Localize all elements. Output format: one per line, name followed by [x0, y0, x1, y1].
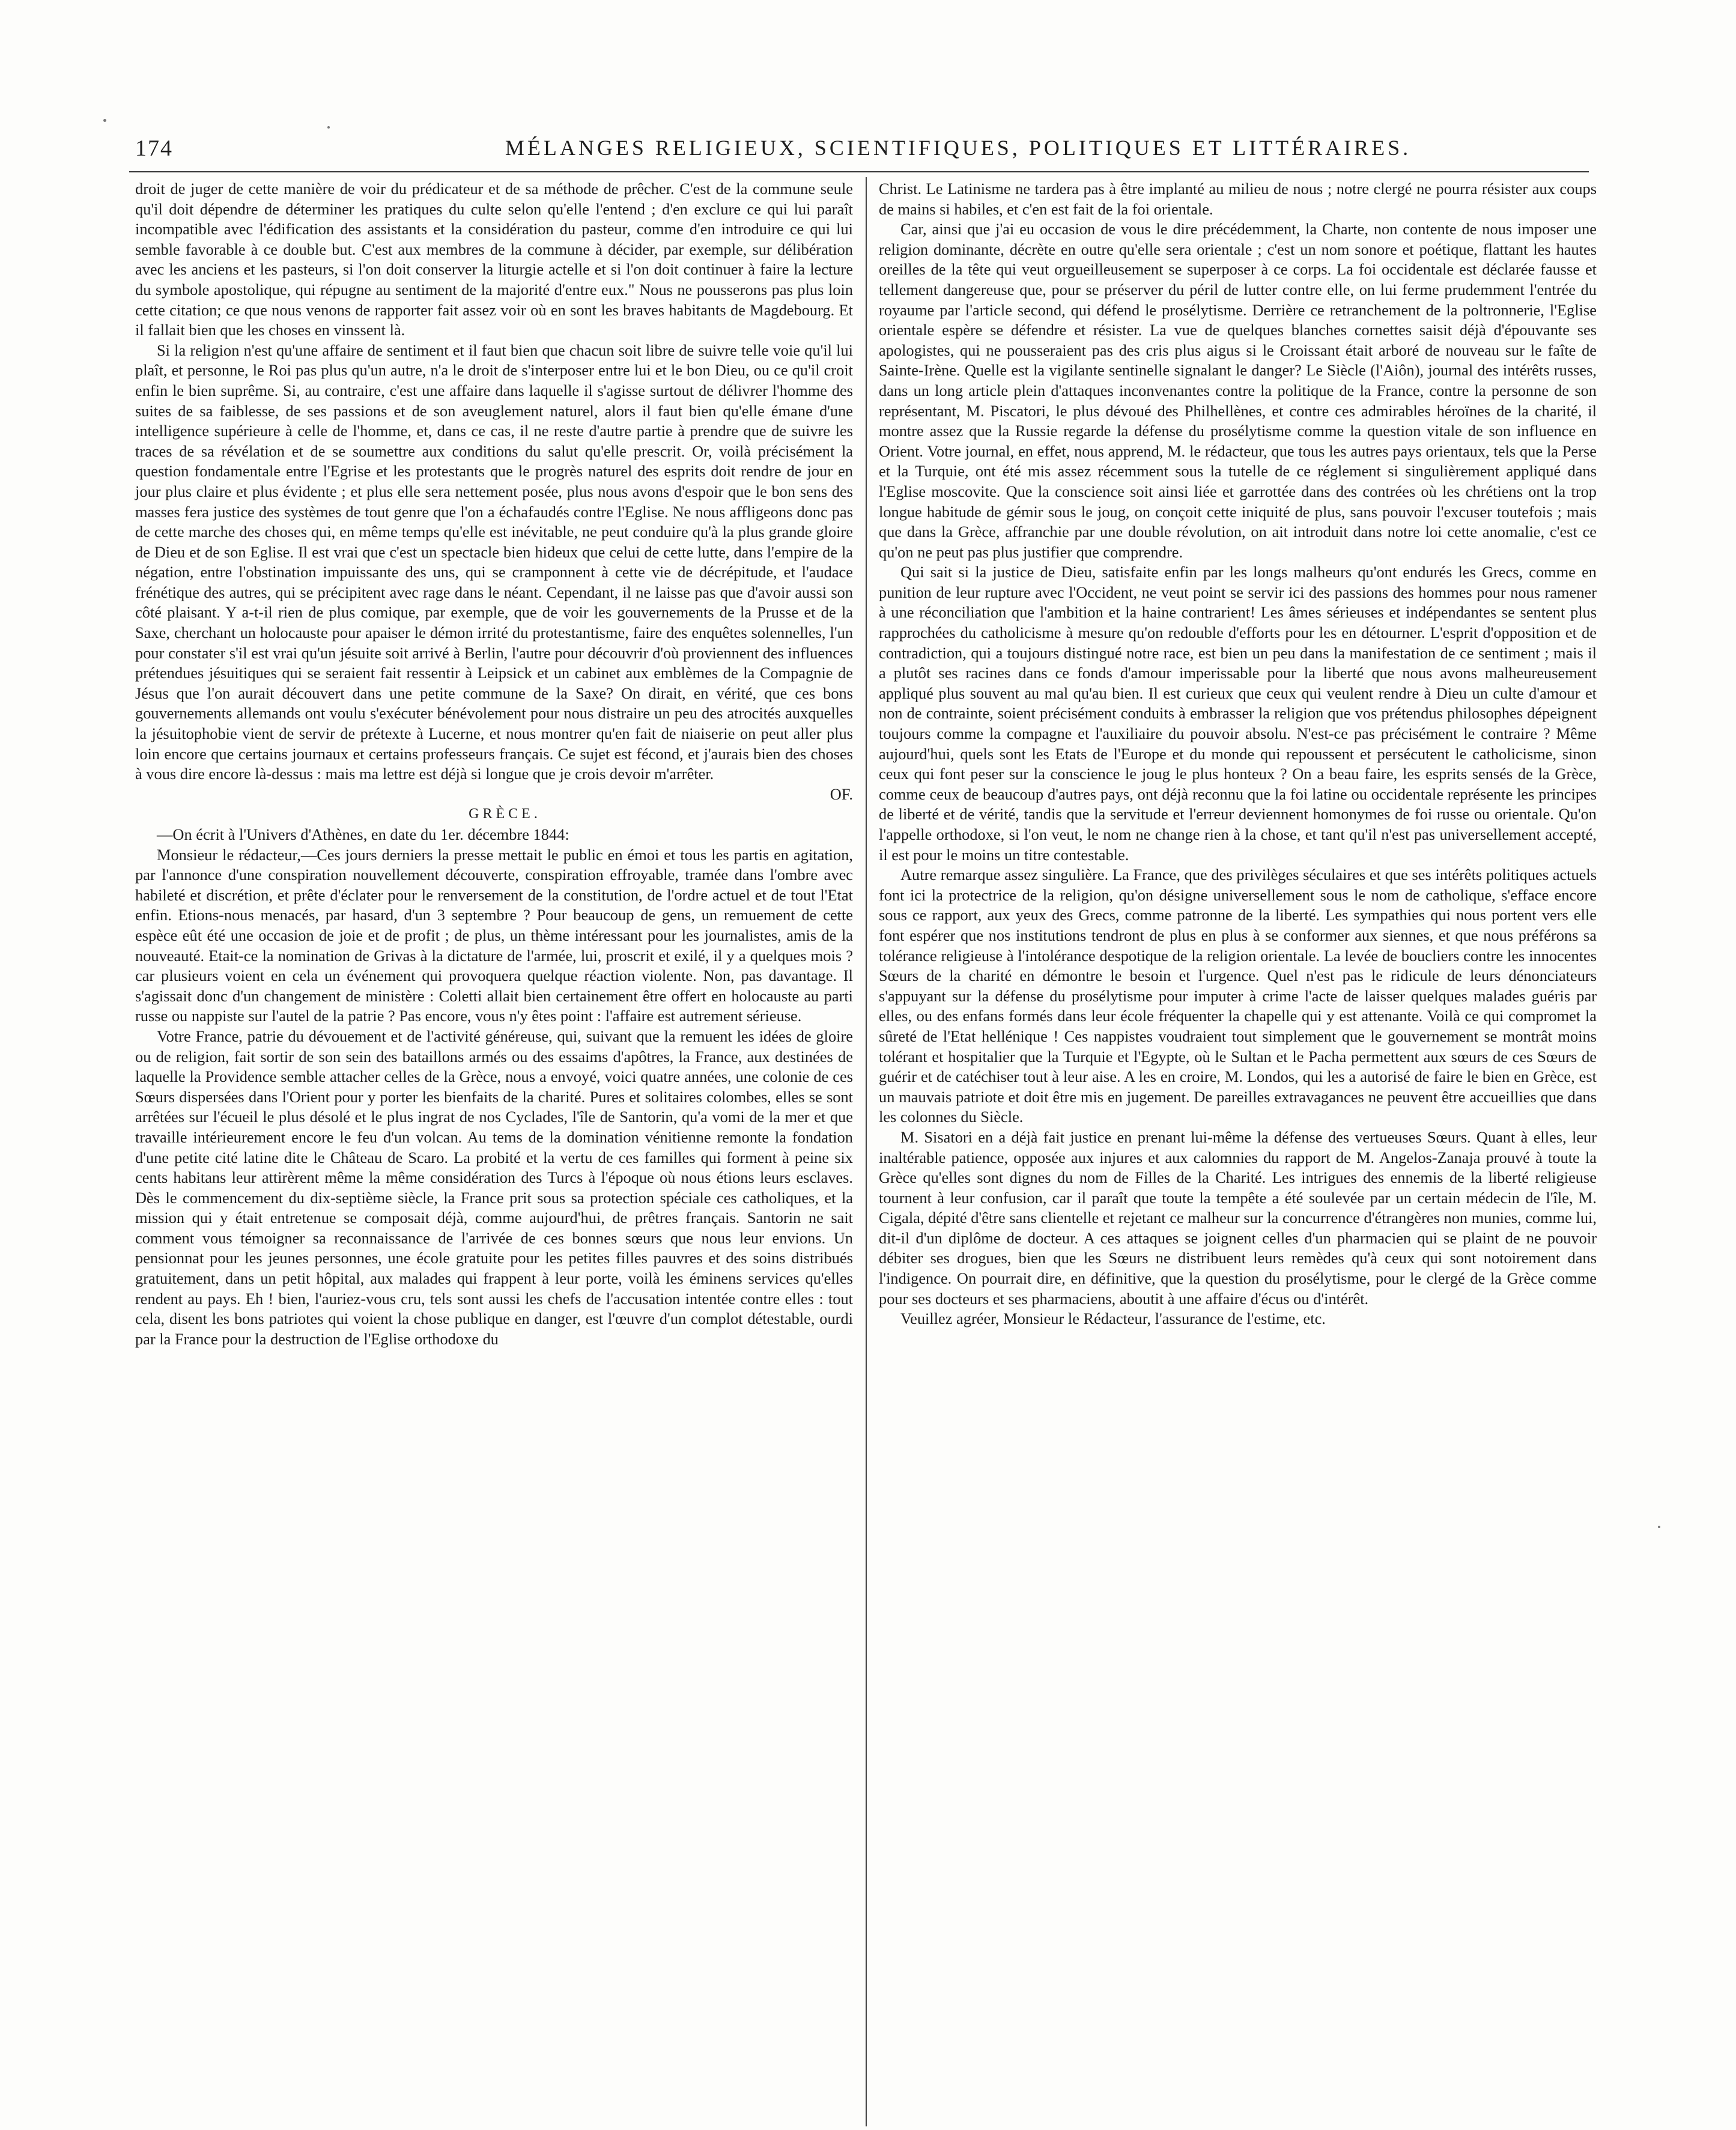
right-paragraph-1: Christ. Le Latinisme ne tardera pas à être implanté au milieu de nous ; notre clergé ne pourra résister aux coups de mains si habiles, et c'en est fait de la foi orientale. — [879, 180, 1597, 218]
right-paragraph-4: Autre remarque assez singulière. La France, que des privilèges séculaires et que ses intérêts politiques actuels font ici la protectrice de la religion, qu'on désigne universellement sous le nom de catholique, s'efface encore sous ce rapport, aux yeux des Grecs, comme patronne de la liberté. Les sympathies qui nous portent vers elle font espérer que nos institutions tendront de plus en plus à se conformer aux siennes, et que nous préférons sa tolérance religieuse à l'intolérance despotique de la religion orientale. La levée de boucliers contre les innocentes Sœurs de la charité en démontre le besoin et l'urgence. Quel n'est pas le ridicule de leurs dénonciateurs s'appuyant sur la défense du prosélytisme pour imputer à crime l'acte de laisser quelques malades guéris par elles, ou des enfans formés dans leur école fréquenter la chapelle qui y est attenante. Voilà ce qui compromet la sûreté de l'Etat hellénique ! Ces nappistes voudraient tout simplement que le gouvernement se montrât moins tolérant et hospitalier que la Turquie et l'Egypte, où le Sultan et le Pacha permettent aux sœurs de ces Sœurs de guérir et de catéchiser tout à leur aise. A les en croire, M. Londos, qui les a autorisé de faire le bien en Grèce, est un mauvais patriote et doit être mis en jugement. De pareilles extravagances ne peuvent être accueillies que dans les colonnes du Siècle. — [879, 866, 1597, 1126]
right-paragraph-3: Qui sait si la justice de Dieu, satisfaite enfin par les longs malheurs qu'ont endurés les Grecs, comme en punition de leur rupture avec l'Occident, ne veut point se servir ici des passions des hommes pour nous ramener à une réconciliation que l'ambition et la haine contrarient! Les âmes sérieuses et indépendantes se sentent plus rapprochées du catholicisme à mesure qu'on redouble d'efforts pour les en détourner. L'esprit d'opposition et de contradiction, qui a toujours distingué notre race, est bien un peu dans la manifestation de ce sentiment ; mais il a plutôt ses racines dans ce fonds d'amour imperissable pour la liberté que nous avons malheureusement appliqué plus souvent au mal qu'au bien. Il est curieux que ceux qui veulent rendre à Dieu un culte d'amour et non de contrainte, soient précisément conduits à embrasser la religion que vos prétendus philosophes dépeignent toujours comme la compagne et l'auxiliaire du pouvoir absolu. N'est-ce pas précisément le contraire ? Même aujourd'hui, quels sont les Etats de l'Europe et du monde qui repoussent et persécutent le catholicisme, sinon ceux qui font peser sur la conscience le joug le plus honteux ? On a beau faire, les esprits sensés de la Grèce, comme ceux de beaucoup d'autres pays, ont déjà reconnu que la foi latine ou occidentale représente les principes de liberté et de vérité, tandis que la servitude et l'erreur deviennent homonymes de foi russe ou orientale. Qu'on l'appelle orthodoxe, si l'on veut, le nom ne change rien à la chose, et tant qu'il n'est pas universellement accepté, il est pour le moins un titre contestable. — [879, 563, 1597, 864]
left-paragraph-2: Si la religion n'est qu'une affaire de sentiment et il faut bien que chacun soit libre de suivre telle voie qu'il lui plaît, et personne, le Roi pas plus qu'un autre, n'a le droit de s'interposer entre lui et le bon Dieu, ou ce qu'il croit enfin le bien suprême. Si, au contraire, c'est une affaire dans laquelle il s'agisse surtout de délivrer l'homme des suites de sa faiblesse, de ses passions et de son aveuglement naturel, alors il faut bien qu'elle émane d'une intelligence supérieure à celle de l'homme, et, dans ce cas, il ne reste d'autre partie à prendre que de suivre les traces de sa révélation et de se soumettre aux conditions du salut qu'elle prescrit. Or, voilà précisément la question fondamentale entre l'Egrise et les protestants que le progrès naturel des esprits doit rendre de jour en jour plus claire et plus évidente ; et plus elle sera nettement posée, plus nous avons d'espoir que le bon sens des masses fera justice des systèmes de tout genre que l'on a échafaudés contre l'Eglise. Ne nous affligeons donc pas de cette marche des choses qui, en même temps qu'elle est inévitable, ne peut conduire qu'à la plus grande gloire de Dieu et de son Eglise. Il est vrai que c'est un spectacle bien hideux que celui de cette lutte, dans l'empire de la négation, entre l'obstination impuissante des uns, qui se cramponnent à cette vie de décrépitude, et l'audace frénétique des autres, qui se précipitent avec rage dans le néant. Cependant, il ne laisse pas que d'avoir aussi son côté plaisant. Y a-t-il rien de plus comique, par exemple, que de voir les gouvernements de la Prusse et de la Saxe, cherchant un holocauste pour apaiser le démon irrité du protestantisme, faire des enquêtes solennelles, l'un pour constater s'il est vrai qu'un jésuite soit arrivé à Berlin, l'autre pour découvrir d'où proviennent des influences prétendues jésuitiques qui se seraient fait ressentir à Leipsick et un cabinet aux emblèmes de la Compagnie de Jésus que l'on aurait découvert dans une petite commune de la Saxe? On dirait, en vérité, que ces bons gouvernements allemands ont voulu s'exécuter bénévolement pour nous distraire un peu des atrocités auxquelles la jésuitophobie vient de servir de prétexte à Lucerne, et nous montrer qu'en fait de niaiserie on peut aller plus loin encore que certains journaux et certains professeurs français. Ce sujet est fécond, et j'aurais bien des choses à vous dire encore là-dessus : mais ma lettre est déjà si longue que je crois devoir m'arrêter. — [135, 341, 853, 783]
page-number: 174 — [135, 136, 173, 161]
left-column — [135, 179, 853, 1349]
running-title: MÉLANGES RELIGIEUX, SCIENTIFIQUES, POLITIQUES ET LITTÉRAIRES. — [505, 136, 1412, 160]
ink-speck — [103, 119, 106, 122]
signature: OF. — [830, 784, 853, 803]
ink-speck — [1658, 1526, 1660, 1528]
right-paragraph-2: Car, ainsi que j'ai eu occasion de vous le dire précédemment, la Charte, non contente de nous imposer une religion dominante, décrète en outre qu'elle sera orientale ; c'est un nom sonore et poétique, flattant les hautes oreilles de la tête qui veut orgueilleusement se superposer à ce corps. La foi occidentale est déclarée fausse et tellement dangereuse que, pour se préserver du péril de lutter contre elle, on lui ferme prudemment l'entrée du royaume par l'article second, qui défend le prosélytisme. Derrière ce retranchement de la poltronnerie, l'Eglise orientale espère se défendre et résister. La vue de quelques blanches cornettes saisit déjà d'épouvante ses apologistes, qui ne pousseraient pas des cris plus aigus si le Croissant était arboré de nouveau sur le faîte de Sainte-Irène. Quelle est la vigilante sentinelle signalant le danger? Le Siècle (l'Aiôn), journal des intérêts russes, dans un long article plein d'attaques inconvenantes contre la politique de la France, contre la personne de son représentant, M. Piscatori, le plus dévoué des Philhellènes, et contre ces admirables héroïnes de la charité, il montre assez que la Russie regarde la défense du prosélytisme comme la question vitale de son influence en Orient. Votre journal, en effet, nous apprend, M. le rédacteur, que tous les autres pays orientaux, tels que la Perse et la Turquie, ont été mis assez récemment sous la tutelle de ce réglement si singulièrement appliqué dans l'Eglise moscovite. Que la conscience soit ainsi liée et garrottée dans des contrées où les chrétiens ont la trop longue habitude de gémir sous le joug, on conçoit cette iniquité de plus, sans pouvoir l'excuser toutefois ; mais que dans la Grèce, affranchie par une double révolution, on ait introduit dans notre loi cette anomalie, c'est ce qu'on ne peut pas plus justifier que comprendre. — [879, 220, 1597, 561]
dateline: —On écrit à l'Univers d'Athènes, en date du 1er. décembre 1844: — [157, 825, 569, 843]
right-column — [879, 179, 1597, 1329]
page-header — [135, 135, 1583, 171]
left-paragraph-4: Votre France, patrie du dévouement et de l'activité généreuse, qui, suivant que la remuent les idées de gloire ou de religion, fait sortir de son sein des bataillons armés ou des essaims d'apôtres, la France, aux destinées de laquelle la Providence semble attacher celles de la Grèce, nous a envoyé, voici quatre années, une colonie de ces Sœurs dispersées dans l'Orient pour y porter les bienfaits de la charité. Pures et solitaires colombes, elles se sont arrêtées sur l'écueil le plus désolé et le plus ingrat de nos Cyclades, l'île de Santorin, qu'a vomi de la mer et que travaille intérieurement encore le feu d'un volcan. Au tems de la domination vénitienne remonte la fondation d'une petite cité latine dite le Château de Scaro. La probité et la vertu de ces familles qui forment à peine six cents habitans leur attirèrent même la même considération des Turcs à l'époque où nous étions leurs esclaves. Dès le commencement du dix-septième siècle, la France prit sous sa protection spéciale ces catholiques, et la mission qui y était entretenue se composait déjà, comme aujourd'hui, de prêtres français. Santorin ne sait comment vous témoigner sa reconnaissance de l'arrivée de ces bonnes sœurs que nous leur envions. Un pensionnat pour les jeunes personnes, une école gratuite pour les petites filles pauvres et des soins distribués gratuitement, dans un petit hôpital, aux malades qui frappent à leur porte, voilà les éminens services qu'elles rendent au pays. Eh ! bien, l'auriez-vous cru, tels sont aussi les chefs de l'accusation intentée contre elles : tout cela, disent les bons patriotes qui voient la chose publique en danger, est l'œuvre d'un complot détestable, ourdi par la France pour la destruction de l'Eglise orthodoxe du — [135, 1027, 853, 1348]
column-divider — [866, 177, 867, 2126]
closing-line: Veuillez agréer, Monsieur le Rédacteur, l'assurance de l'estime, etc. — [900, 1309, 1326, 1328]
right-paragraph-5: M. Sisatori en a déjà fait justice en prenant lui-même la défense des vertueuses Sœurs. Quant à elles, leur inaltérable patience, opposée aux injures et aux calomnies du rapport de M. Angelos-Zanaja prouvé à toute la Grèce qu'elles sont dignes du nom de Filles de la Charité. Les intrigues des ennemis de la liberté religieuse tournent à leur confusion, car il paraît que toute la tempête a été soulevée par un certain médecin de l'île, M. Cigala, dépité d'être sans clientelle et rejetant ce malheur sur la concurrence d'étrangères non munies, comme lui, dit-il d'un diplôme de docteur. A ces attaques se joignent celles d'un pharmacien qui se plaint de ne pouvoir débiter ses drogues, bien que les Sœurs ne distribuent leurs remèdes qu'à ceux qui sont notoirement dans l'indigence. On pourrait dire, en définitive, que la question du prosélytisme, pour le clergé de la Grèce comme pour ses docteurs et ses pharmaciens, aboutit à une affaire d'écus ou d'intérêt. — [879, 1127, 1597, 1308]
left-paragraph-1: droit de juger de cette manière de voir du prédicateur et de sa méthode de prêcher. C'est de la commune seule qu'il doit dépendre de déterminer les pratiques du culte selon qu'elle l'entend ; d'en exclure ce qui lui paraît incompatible avec l'édification des assistants et la considération du pasteur, comme d'en introduire ce qui lui semble favorable à ce double but. C'est aux membres de la commune à décider, par exemple, sur délibération avec les anciens et les pasteurs, si l'on doit conserver la liturgie actelle et si l'on doit continuer à faire la lecture du symbole apostolique, qui répugne au sentiment de la majorité d'entre eux." Nous ne pousserons pas plus loin cette citation; ce que nous venons de rapporter fait assez voir où en sont les braves habitants de Magdebourg. Et il fallait bien que les choses en vinssent là. — [135, 180, 853, 339]
signature-line — [135, 784, 853, 805]
section-heading-grece: GRÈCE. — [469, 806, 541, 822]
left-paragraph-3: Monsieur le rédacteur,—Ces jours derniers la presse mettait le public en émoi et tous les partis en agitation, par l'annonce d'une conspiration nouvellement découverte, conspiration effroyable, tramée dans l'ombre avec habileté et discrétion, et prête d'éclater pour le renversement de la constitution, de l'ordre actuel et de tout l'Etat enfin. Etions-nous menacés, par hasard, d'un 3 septembre ? Pour beaucoup de gens, un remuement de cette espèce eût été une occasion de joie et de profit ; de plus, un thème intéressant pour les journalistes, amis de la nouveauté. Etait-ce la nomination de Grivas à la dictature de l'armée, lui, proscrit et exilé, il y a quelques mois ? car plusieurs voient en cela un événement qui provoquera quelque réaction violente. Non, pas davantage. Il s'agissait donc d'un changement de ministère : Coletti allait bien certainement être offert en holocauste au parti russe ou nappiste sur l'autel de la patrie ? Pas encore, vous n'y êtes point : l'affaire est autrement sérieuse. — [135, 845, 853, 1025]
header-rule — [129, 171, 1589, 172]
ink-speck — [327, 126, 330, 129]
